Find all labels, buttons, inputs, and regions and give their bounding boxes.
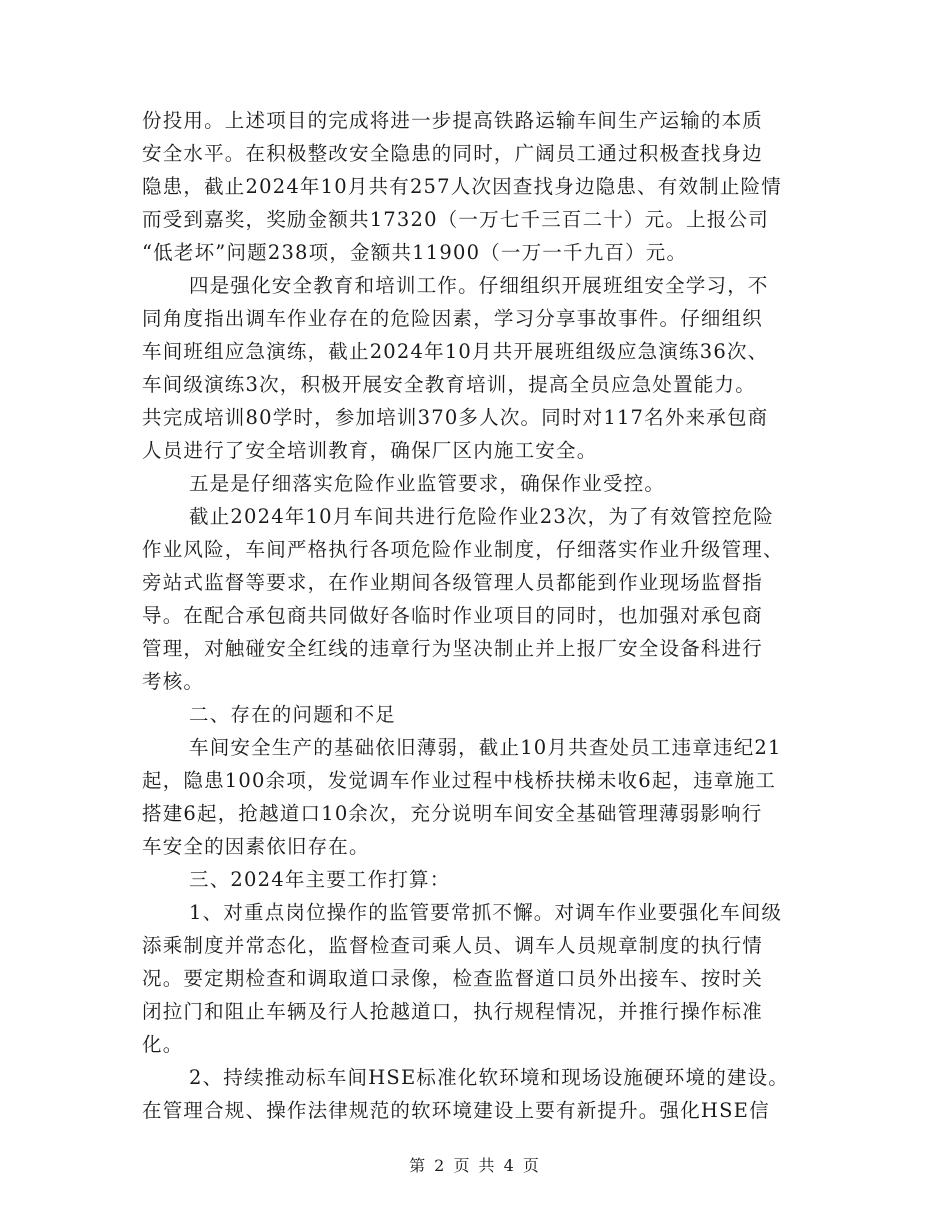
text-line: 导。在配合承包商共同做好各临时作业项目的同时，也加强对承包商 — [142, 604, 764, 627]
text-line: 管理，对触碰安全红线的违章行为坚决制止并上报厂安全设备科进行 — [142, 637, 764, 660]
section-heading-problems — [142, 698, 810, 731]
paragraph-1 — [142, 104, 810, 269]
text-line: 份投用。上述项目的完成将进一步提高铁路运输车间生产运输的本质 — [142, 109, 764, 132]
text-line: 况。要定期检查和调取道口录像，检查监督道口员外出接车、按时关 — [142, 967, 764, 990]
paragraph-9 — [142, 1061, 810, 1127]
text-line: 搭建6起，抢越道口10余次，充分说明车间安全基础管理薄弱影响行 — [142, 802, 763, 825]
text-line: 2、持续推动标车间HSE标准化软环境和现场设施硬环境的建设。 — [189, 1066, 790, 1089]
document-page — [142, 104, 810, 1127]
text-line: 闭拉门和阻止车辆及行人抢越道口，执行规程情况，并推行操作标准 — [142, 1000, 764, 1023]
text-line: 车安全的因素依旧存在。 — [142, 835, 370, 858]
text-line: 起，隐患100余项，发觉调车作业过程中栈桥扶梯未收6起，违章施工 — [142, 769, 777, 792]
section-heading-plans — [142, 863, 810, 896]
text-line: 人员进行了安全培训教育，确保厂区内施工安全。 — [142, 439, 598, 462]
text-line: 1、对重点岗位操作的监管要常抓不懈。对调车作业要强化车间级 — [189, 901, 783, 924]
text-line: 安全水平。在积极整改安全隐患的同时，广阔员工通过积极查找身边 — [142, 142, 764, 165]
paragraph-4 — [142, 500, 810, 698]
text-line: 车间级演练3次，积极开展安全教育培训，提高全员应急处置能力。 — [142, 373, 756, 396]
text-line: 隐患，截止2024年10月共有257人次因查找身边隐患、有效制止险情 — [142, 175, 782, 198]
text-line: 作业风险，车间严格执行各项危险作业制度，仔细落实作业升级管理、 — [142, 538, 784, 561]
text-line: 而受到嘉奖，奖励金额共17320（一万七千三百二十）元。上报公司 — [142, 208, 769, 231]
text-line: 车间安全生产的基础依旧薄弱，截止10月共查处员工违章违纪21 — [189, 736, 782, 759]
paragraph-2 — [142, 269, 810, 467]
page-footer: 第 2 页 共 4 页 — [409, 1156, 541, 1175]
text-line: 截止2024年10月车间共进行危险作业23次，为了有效管控危险 — [189, 505, 774, 528]
text-line: 二、存在的问题和不足 — [189, 703, 397, 726]
text-line: 化。 — [142, 1033, 184, 1056]
text-line: 四是强化安全教育和培训工作。仔细组织开展班组安全学习，不 — [189, 274, 769, 297]
paragraph-3 — [142, 467, 810, 500]
text-line: “低老坏”问题238项，金额共11900（一万一千九百）元。 — [142, 241, 688, 264]
text-line: 三、2024年主要工作打算： — [189, 868, 451, 891]
text-line: 车间班组应急演练，截止2024年10月共开展班组级应急演练36次、 — [142, 340, 769, 363]
text-line: 五是是仔细落实危险作业监管要求，确保作业受控。 — [189, 472, 666, 495]
text-line: 共完成培训80学时，参加培训370多人次。同时对117名外来承包商 — [142, 406, 769, 429]
paragraph-8 — [142, 896, 810, 1061]
text-line: 同角度指出调车作业存在的危险因素，学习分享事故事件。仔细组织 — [142, 307, 764, 330]
text-line: 考核。 — [142, 670, 205, 693]
paragraph-6 — [142, 731, 810, 863]
text-line: 在管理合规、操作法律规范的软环境建设上要有新提升。强化HSE信 — [142, 1099, 770, 1122]
text-line: 旁站式监督等要求，在作业期间各级管理人员都能到作业现场监督指 — [142, 571, 764, 594]
text-line: 添乘制度并常态化，监督检查司乘人员、调车人员规章制度的执行情 — [142, 934, 764, 957]
